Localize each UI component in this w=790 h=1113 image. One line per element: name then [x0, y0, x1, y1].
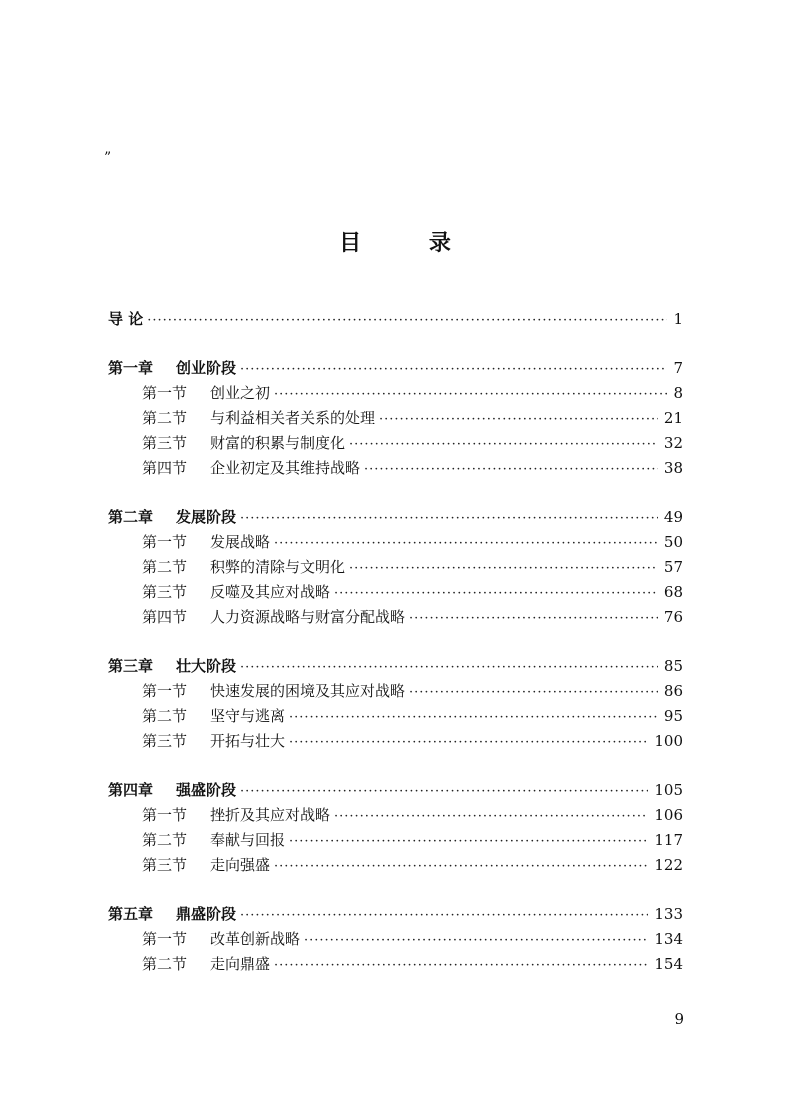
- toc-chapter-entry[interactable]: [108, 902, 683, 927]
- dot-leader: [409, 606, 658, 631]
- dot-leader: [274, 854, 648, 879]
- section-page: 86: [663, 682, 683, 700]
- section-page: 117: [654, 831, 683, 849]
- toc-section-entry[interactable]: [108, 952, 683, 977]
- toc-section-entry[interactable]: [108, 555, 683, 580]
- chapter-title: 强盛阶段: [176, 781, 237, 799]
- section-page: 106: [654, 806, 683, 824]
- chapter-title: 鼎盛阶段: [176, 905, 237, 923]
- section-label: 第二节: [142, 409, 188, 427]
- chapter-page: 105: [654, 781, 683, 799]
- toc-chapter-entry[interactable]: [108, 778, 683, 803]
- dot-leader: [349, 556, 658, 581]
- section-page: 100: [654, 732, 683, 750]
- toc-chapter-entry[interactable]: [108, 654, 683, 679]
- section-label: 第三节: [142, 434, 188, 452]
- section-page: 122: [654, 856, 683, 874]
- section-label: 第四节: [142, 608, 188, 626]
- dot-leader: [274, 382, 667, 407]
- intro-label: 导 论: [108, 310, 144, 328]
- page-number: 9: [674, 1010, 684, 1028]
- chapter-label: 第四章: [108, 781, 154, 799]
- chapter-page: 133: [654, 905, 683, 923]
- section-title: 财富的积累与制度化: [210, 434, 346, 452]
- toc-section-entry[interactable]: [108, 530, 683, 555]
- section-title: 发展战略: [210, 533, 271, 551]
- quote-mark: ”: [104, 150, 112, 166]
- toc-section-entry[interactable]: [108, 803, 683, 828]
- section-title: 与利益相关者关系的处理: [210, 409, 376, 427]
- section-label: 第二节: [142, 707, 188, 725]
- section-page: 68: [663, 583, 683, 601]
- chapter-group-2: [108, 505, 683, 630]
- dot-leader: [379, 407, 658, 432]
- section-label: 第二节: [142, 558, 188, 576]
- section-page: 76: [663, 608, 683, 626]
- section-label: 第三节: [142, 583, 188, 601]
- section-title: 挫折及其应对战略: [210, 806, 331, 824]
- chapter-title: 发展阶段: [176, 508, 237, 526]
- section-label: 第二节: [142, 955, 188, 973]
- dot-leader: [240, 903, 648, 928]
- section-title: 奉献与回报: [210, 831, 286, 849]
- dot-leader: [240, 779, 648, 804]
- chapter-group-1: [108, 356, 683, 481]
- chapter-page: 49: [663, 508, 683, 526]
- dot-leader: [409, 680, 658, 705]
- toc-section-entry[interactable]: [108, 456, 683, 481]
- chapter-label: 第二章: [108, 508, 154, 526]
- dot-leader: [334, 804, 648, 829]
- toc-section-entry[interactable]: [108, 605, 683, 630]
- section-page: 134: [654, 930, 683, 948]
- section-title: 走向鼎盛: [210, 955, 271, 973]
- section-page: 38: [663, 459, 683, 477]
- toc-section-entry[interactable]: [108, 580, 683, 605]
- toc-section-entry[interactable]: [108, 927, 683, 952]
- section-page: 32: [663, 434, 683, 452]
- section-page: 154: [654, 955, 683, 973]
- dot-leader: [289, 705, 658, 730]
- chapter-label: 第一章: [108, 359, 154, 377]
- toc-chapter-entry[interactable]: [108, 356, 683, 381]
- chapter-page: 7: [673, 359, 683, 377]
- section-page: 95: [663, 707, 683, 725]
- dot-leader: [240, 357, 667, 382]
- section-title: 积弊的清除与文明化: [210, 558, 346, 576]
- dot-leader: [147, 308, 667, 333]
- toc-section-entry[interactable]: [108, 431, 683, 456]
- chapter-title: 壮大阶段: [176, 657, 237, 675]
- dot-leader: [274, 953, 648, 978]
- section-label: 第一节: [142, 806, 188, 824]
- section-label: 第一节: [142, 682, 188, 700]
- dot-leader: [334, 581, 658, 606]
- chapter-group-4: [108, 778, 683, 878]
- section-title: 人力资源战略与财富分配战略: [210, 608, 406, 626]
- section-label: 第三节: [142, 732, 188, 750]
- dot-leader: [289, 730, 648, 755]
- chapter-group-3: [108, 654, 683, 754]
- section-title: 快速发展的困境及其应对战略: [210, 682, 406, 700]
- section-title: 创业之初: [210, 384, 271, 402]
- section-title: 开拓与壮大: [210, 732, 286, 750]
- chapter-label: 第三章: [108, 657, 154, 675]
- chapter-page: 85: [663, 657, 683, 675]
- dot-leader: [274, 531, 658, 556]
- section-label: 第一节: [142, 930, 188, 948]
- section-page: 57: [663, 558, 683, 576]
- chapter-group-5: [108, 902, 683, 977]
- section-title: 改革创新战略: [210, 930, 301, 948]
- section-label: 第四节: [142, 459, 188, 477]
- section-page: 50: [663, 533, 683, 551]
- section-title: 企业初定及其维持战略: [210, 459, 361, 477]
- dot-leader: [289, 829, 648, 854]
- section-label: 第二节: [142, 831, 188, 849]
- section-title: 反噬及其应对战略: [210, 583, 331, 601]
- toc-intro-entry[interactable]: [108, 307, 683, 332]
- section-label: 第一节: [142, 533, 188, 551]
- toc-intro-group: [108, 307, 683, 332]
- page-title: 目 录: [339, 230, 481, 256]
- section-page: 21: [663, 409, 683, 427]
- section-page: 8: [673, 384, 683, 402]
- table-of-contents: [108, 307, 683, 1001]
- toc-section-entry[interactable]: [108, 729, 683, 754]
- dot-leader: [240, 655, 658, 680]
- dot-leader: [240, 506, 658, 531]
- dot-leader: [364, 457, 658, 482]
- section-label: 第一节: [142, 384, 188, 402]
- section-title: 坚守与逃离: [210, 707, 286, 725]
- toc-section-entry[interactable]: [108, 381, 683, 406]
- toc-section-entry[interactable]: [108, 679, 683, 704]
- toc-section-entry[interactable]: [108, 406, 683, 431]
- chapter-label: 第五章: [108, 905, 154, 923]
- section-label: 第三节: [142, 856, 188, 874]
- toc-chapter-entry[interactable]: [108, 505, 683, 530]
- toc-section-entry[interactable]: [108, 853, 683, 878]
- chapter-title: 创业阶段: [176, 359, 237, 377]
- dot-leader: [349, 432, 658, 457]
- toc-section-entry[interactable]: [108, 704, 683, 729]
- toc-section-entry[interactable]: [108, 828, 683, 853]
- intro-page: 1: [673, 310, 683, 328]
- section-title: 走向强盛: [210, 856, 271, 874]
- dot-leader: [304, 928, 648, 953]
